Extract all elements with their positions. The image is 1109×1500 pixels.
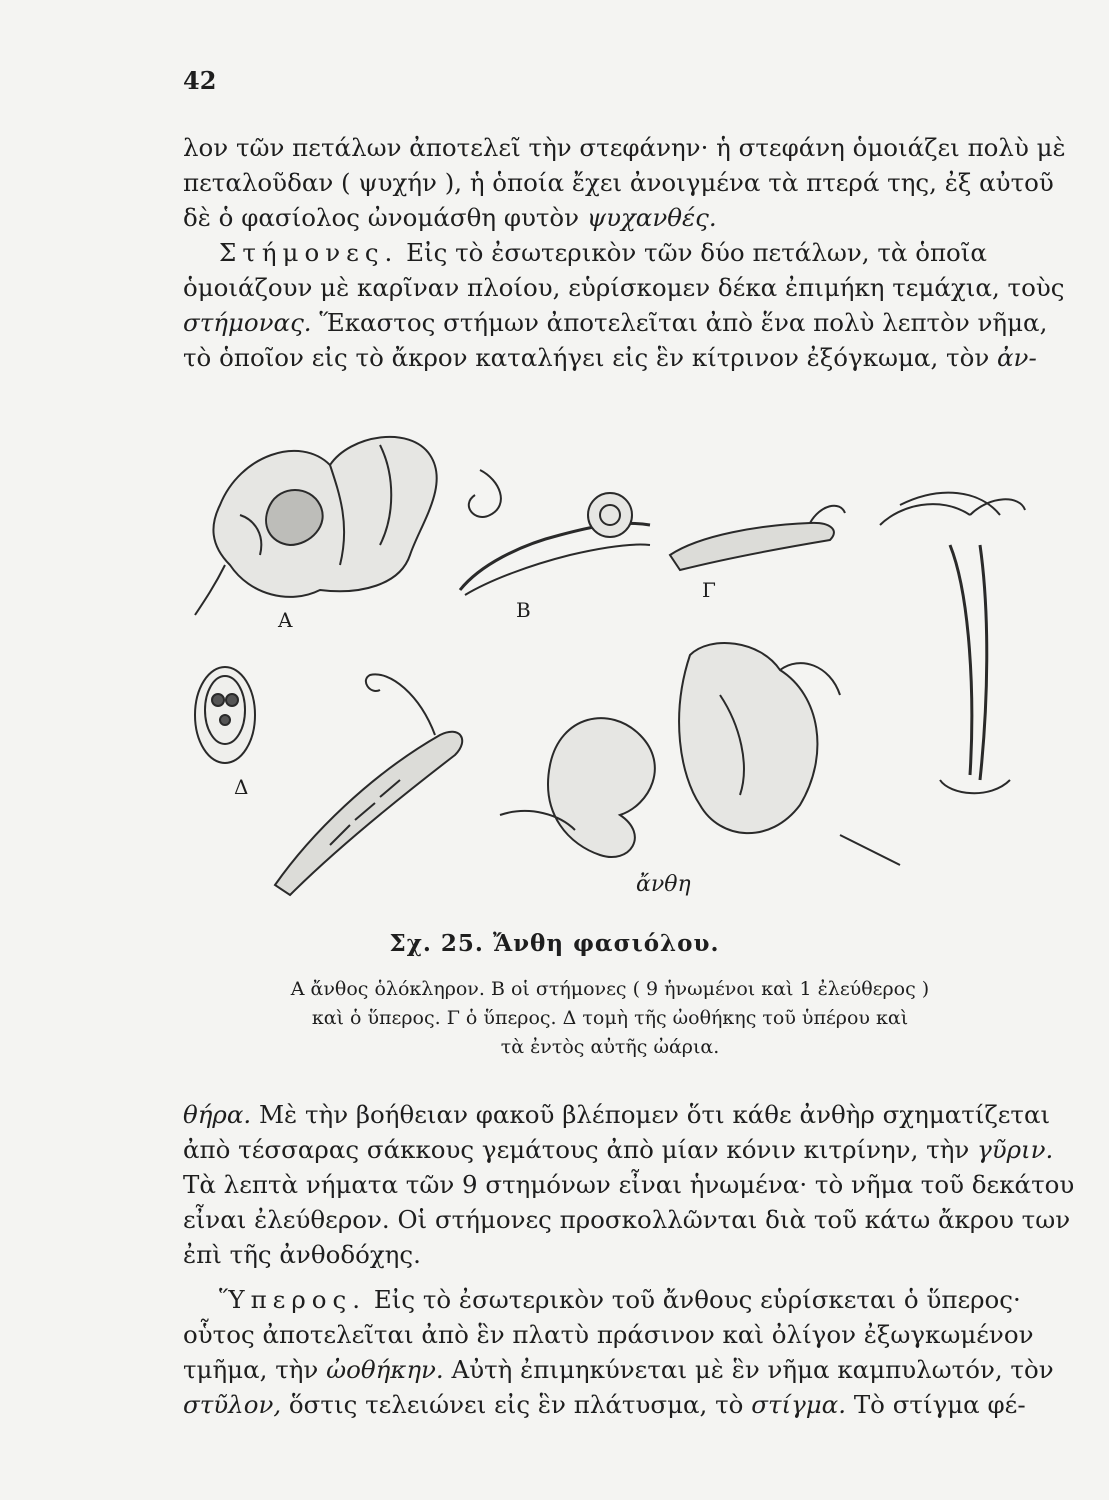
anther-paragraph (183, 1097, 1075, 1272)
text-line (183, 235, 1023, 270)
text-segment: Αὐτὴ ἐπιμηκύνεται μὲ ἓν νῆμα καμπυλωτόν, τὸν (443, 1355, 1054, 1384)
bean-flower-illustration (180, 395, 1030, 925)
caption-line: Α ἄνθος ὁλόκληρον. Β οἱ στήμονες ( 9 ἡνωμένοι καὶ 1 ἐλεύθερος ) (290, 978, 930, 1000)
flower-cluster-drawing (500, 643, 900, 865)
text-segment: Ἕκαστος στήμων ἀποτελεῖται ἀπὸ ἕνα πολὺ λεπτὸν νῆμα, (311, 308, 1048, 337)
text-segment: ἀπὸ τέσσαρας σάκκους γεμάτους ἀπὸ μίαν κόνιν κιτρίνην, τὴν (183, 1135, 978, 1164)
text-segment: Εἰς τὸ ἐσωτερικὸν τοῦ ἄνθους εὑρίσκεται ὁ ὕπερος· (366, 1285, 1021, 1314)
text-line (183, 1097, 1051, 1132)
figure-label-a: Α (278, 608, 293, 632)
text-segment: Εἰς τὸ ἐσωτερικὸν τῶν δύο πετάλων, τὰ ὁποῖα (398, 238, 987, 267)
text-segment: τὸ ὁποῖον εἰς τὸ ἄκρον καταλήγει εἰς ἓν κίτρινον ἐξόγκωμα, τὸν (183, 343, 998, 372)
italic-term: στῦλον, (183, 1390, 282, 1419)
italic-term: στίγμα. (751, 1390, 847, 1419)
text-line (183, 200, 1023, 235)
text-line: πεταλοῦδαν ( ψυχήν ), ἡ ὁποία ἔχει ἀνοιγμένα τὰ πτερά της, ἐξ αὐτοῦ (183, 168, 1054, 197)
stamen-column-drawing (880, 493, 1025, 794)
section-heading: Ὕπερος. (219, 1285, 367, 1314)
pistil-paragraph (183, 1282, 1054, 1422)
top-text-block (183, 130, 1066, 375)
pistil-drawing (670, 506, 845, 570)
text-line (183, 1352, 1054, 1387)
italic-term: ψυχανθές. (586, 203, 717, 232)
figure-label-b: Β (516, 598, 531, 622)
text-line: Τὰ λεπτὰ νήματα τῶν 9 στημόνων εἶναι ἡνωμένα· τὸ νῆμα τοῦ δεκάτου (183, 1170, 1075, 1199)
text-line (183, 1132, 1054, 1167)
text-line: οὗτος ἀποτελεῖται ἀπὸ ἓν πλατὺ πράσινον καὶ ὀλίγον ἐξωγκωμένον (183, 1320, 1034, 1349)
text-segment: Τὸ στίγμα φέ- (846, 1390, 1026, 1419)
page-number: 42 (183, 66, 217, 95)
text-line (183, 340, 1037, 375)
figure-caption-title: Σχ. 25. Ἄνθη φασιόλου. (389, 930, 720, 957)
text-line: ἐπὶ τῆς ἀνθοδόχης. (183, 1240, 421, 1269)
text-line: λον τῶν πετάλων ἀποτελεῖ τὴν στεφάνην· ἡ στεφάνη ὁμοιάζει πολὺ μὲ (183, 133, 1066, 162)
italic-term: στήμονας. (183, 308, 312, 337)
figure-caption (250, 975, 970, 1062)
caption-line: καὶ ὁ ὕπερος. Γ ὁ ὕπερος. Δ τομὴ τῆς ὠοθήκης τοῦ ὑπέρου καὶ (311, 1007, 909, 1029)
corolla-paragraph (183, 130, 1066, 235)
stamens-drawing (460, 470, 650, 595)
text-segment: Μὲ τὴν βοήθειαν φακοῦ βλέπομεν ὅτι κάθε ἀνθὴρ σχηματίζεται (251, 1100, 1051, 1129)
stamens-paragraph (183, 235, 1065, 375)
italic-term: γῦριν. (977, 1135, 1054, 1164)
figure-label-c: Γ (702, 578, 716, 602)
caption-line: τὰ ἐντὸς αὐτῆς ὠάρια. (500, 1036, 720, 1058)
italic-term: ὠοθήκην. (326, 1355, 444, 1384)
text-line (183, 1282, 1023, 1317)
whole-flower-drawing (195, 437, 437, 615)
italic-term: ἀν- (997, 343, 1037, 372)
text-line: ὁμοιάζουν μὲ καρῖναν πλοίου, εὑρίσκομεν δέκα ἐπιμήκη τεμάχια, τοὺς (183, 273, 1065, 302)
figure-label-d: Δ (234, 775, 249, 799)
text-segment: δὲ ὁ φασίολος ὠνομάσθη φυτὸν (183, 203, 587, 232)
text-line: εἶναι ἐλεύθερον. Οἱ στήμονες προσκολλῶνται διὰ τοῦ κάτω ἄκρου των (183, 1205, 1071, 1234)
text-segment: τμῆμα, τὴν (183, 1355, 327, 1384)
bottom-text-block (183, 1097, 1075, 1422)
section-heading: Στήμονες. (219, 238, 399, 267)
italic-term: θήρα. (183, 1100, 252, 1129)
text-segment: ὅστις τελειώνει εἰς ἓν πλάτυσμα, τὸ (281, 1390, 752, 1419)
anthers-label: ἄνθη (636, 872, 691, 897)
text-line (183, 1387, 1026, 1422)
text-line (183, 305, 1048, 340)
